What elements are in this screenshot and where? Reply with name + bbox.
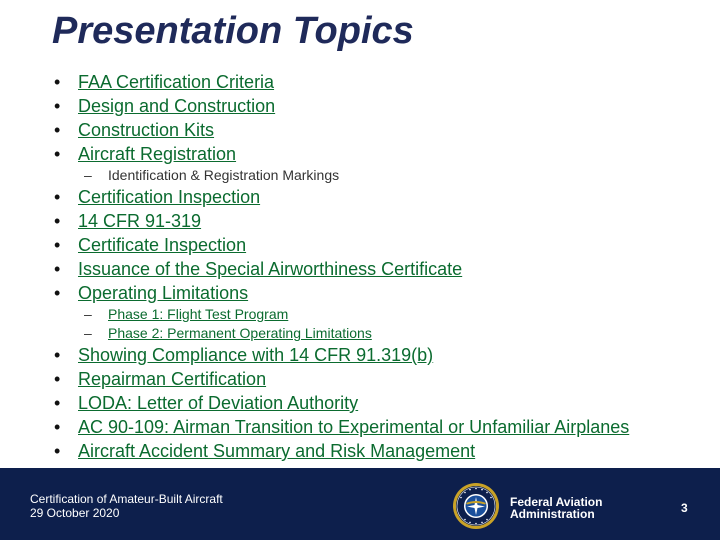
slide-footer	[0, 468, 720, 540]
bullet-icon: •	[54, 283, 61, 303]
bullet-icon: •	[54, 417, 61, 437]
topic-link[interactable]: Construction Kits	[78, 120, 215, 140]
agency-name-line2: Administration	[510, 507, 595, 521]
bullet-icon: •	[54, 144, 61, 164]
topic-link[interactable]: Aircraft Registration	[78, 144, 237, 164]
topic-link[interactable]: Issuance of the Special Airworthiness Certificate	[78, 259, 463, 279]
topic-link[interactable]: Certification Inspection	[78, 187, 261, 207]
topic-link[interactable]: 14 CFR 91-319	[78, 211, 202, 231]
subtopic-link[interactable]: Phase 2: Permanent Operating Limitations	[108, 325, 372, 341]
sub-list-item	[54, 166, 714, 185]
list-item	[54, 281, 714, 305]
faa-seal-icon	[452, 482, 500, 530]
bullet-icon: •	[54, 187, 61, 207]
bullet-icon: •	[54, 345, 61, 365]
list-item	[54, 233, 714, 257]
topic-link[interactable]: Aircraft Accident Summary and Risk Management	[78, 441, 476, 461]
dash-icon: –	[84, 167, 92, 183]
course-title: Certification of Amateur-Built Aircraft	[30, 492, 223, 506]
bullet-icon: •	[54, 393, 61, 413]
topic-link[interactable]: Repairman Certification	[78, 369, 267, 389]
agency-name-line1: Federal Aviation	[510, 495, 603, 509]
slide-title: Presentation Topics	[52, 10, 414, 52]
list-item	[54, 415, 714, 439]
subtopic-group	[54, 166, 714, 185]
presentation-date: 29 October 2020	[30, 506, 120, 520]
sub-list-item	[54, 324, 714, 343]
list-item	[54, 185, 714, 209]
bullet-icon: •	[54, 441, 61, 461]
list-item	[54, 367, 714, 391]
list-item	[54, 94, 714, 118]
topic-group	[54, 343, 714, 463]
agency-name	[510, 496, 602, 520]
list-item	[54, 70, 714, 94]
subtopic-group	[54, 305, 714, 343]
topic-link[interactable]: Design and Construction	[78, 96, 276, 116]
topic-group	[54, 185, 714, 305]
topic-link[interactable]: AC 90-109: Airman Transition to Experimental or Unfamiliar Airplanes	[78, 417, 630, 437]
bullet-icon: •	[54, 211, 61, 231]
bullet-icon: •	[54, 72, 61, 92]
list-item	[54, 343, 714, 367]
page-number: 3	[681, 501, 688, 515]
subtopic-link[interactable]: Phase 1: Flight Test Program	[108, 306, 289, 322]
bullet-icon: •	[54, 120, 61, 140]
footer-course-info	[30, 492, 223, 520]
list-item	[54, 391, 714, 415]
topic-link[interactable]: Showing Compliance with 14 CFR 91.319(b)	[78, 345, 434, 365]
bullet-icon: •	[54, 96, 61, 116]
topic-link[interactable]: Operating Limitations	[78, 283, 249, 303]
list-item	[54, 439, 714, 463]
bullet-icon: •	[54, 259, 61, 279]
topic-link[interactable]: Certificate Inspection	[78, 235, 247, 255]
dash-icon: –	[84, 325, 92, 341]
topic-link[interactable]: FAA Certification Criteria	[78, 72, 275, 92]
topic-group	[54, 70, 714, 166]
list-item	[54, 118, 714, 142]
subtopic-text: Identification & Registration Markings	[108, 167, 340, 183]
sub-list-item	[54, 305, 714, 324]
topic-list	[54, 70, 714, 463]
dash-icon: –	[84, 306, 92, 322]
list-item	[54, 257, 714, 281]
bullet-icon: •	[54, 369, 61, 389]
list-item	[54, 209, 714, 233]
topic-link[interactable]: LODA: Letter of Deviation Authority	[78, 393, 359, 413]
bullet-icon: •	[54, 235, 61, 255]
list-item	[54, 142, 714, 166]
